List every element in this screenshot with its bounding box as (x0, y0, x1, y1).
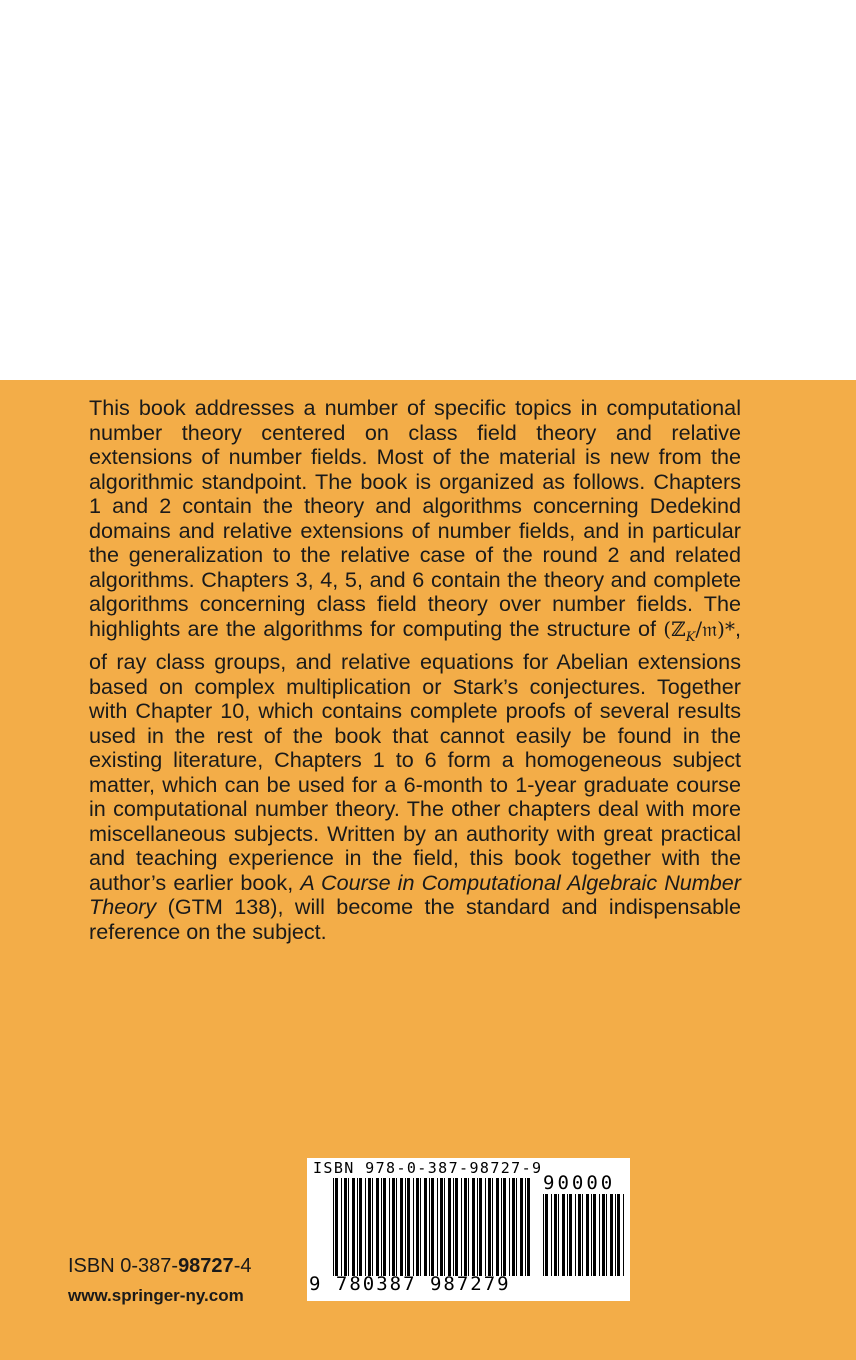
description-part-3: (GTM 138), will become the standard and indispensable reference on the subject. (89, 894, 741, 944)
barcode-bar (407, 1178, 410, 1276)
barcode-bar (520, 1178, 523, 1276)
barcode-bar (479, 1178, 482, 1276)
barcode-bar (599, 1194, 600, 1276)
barcode-bar (503, 1178, 506, 1276)
barcode-bar (488, 1178, 491, 1276)
barcode-bar (543, 1194, 544, 1276)
barcode-bar (429, 1178, 430, 1276)
barcode-bar (472, 1178, 475, 1276)
barcode-bar (335, 1178, 338, 1276)
barcode-bar (392, 1178, 395, 1276)
barcode-bar (368, 1178, 371, 1276)
barcode-bar (437, 1178, 438, 1276)
barcode-bar (492, 1178, 493, 1276)
barcode-bar (357, 1178, 358, 1276)
barcode-bar (569, 1194, 572, 1276)
math-main: (ℤ (663, 616, 686, 641)
barcode-bar (567, 1194, 568, 1276)
description-part-1: This book addresses a number of specific topics in computational number theory centered on class field theory and relative extensions of number fields. Most of the material is new from the algorithmic standpoint. The book is organized as follows. Chapters 1 and 2 contain the theory and algorithms concerning Dedekind domains and relative extensions of number fields, and in particular the generalization to the relative case of the round 2 and related algorithms. Chapters 3, 4, 5, and 6 contain the theory and complete algorithms concerning class field theory over number fields. The highlights are the algorithms for computing the structure of (89, 395, 741, 641)
barcode-bar (383, 1178, 386, 1276)
math-subscript: K (685, 629, 696, 645)
barcode-bar (413, 1178, 414, 1276)
barcode-bar (341, 1178, 342, 1276)
description-part-2: , of ray class groups, and relative equations for Abelian extensions based on complex multiplication or Stark’s conjectures. Together with Chapter 10, which contains complete proofs of several results used in the rest of the book that cannot easily be found in the existing literature, Chapters 1 to 6 form a homogeneous subject matter, which can be used for a 6-month to 1-year graduate course in computational number theory. The other chapters deal with more miscellaneous subjects. Written by an authority with great practical and teaching experience in the field, this book together with the author’s earlier book, (89, 615, 741, 895)
barcode-bar (578, 1194, 581, 1276)
barcode-bar (420, 1178, 421, 1276)
barcode-bar (591, 1194, 592, 1276)
barcode-bar (444, 1178, 445, 1276)
barcode-bar (554, 1194, 557, 1276)
barcode-bar (344, 1178, 347, 1276)
barcode-bar (333, 1178, 334, 1276)
barcode-bar (615, 1194, 616, 1276)
barcode-bar (416, 1178, 419, 1276)
barcode-bar (509, 1178, 510, 1276)
barcode-bar (348, 1178, 349, 1276)
barcode-bar (352, 1178, 355, 1276)
barcode-bar (527, 1178, 530, 1276)
barcode-bar (602, 1194, 605, 1276)
barcode-isbn13: ISBN 978-0-387-98727-9 (313, 1159, 543, 1177)
barcode-price-code: 90000 (543, 1172, 616, 1194)
barcode-bar (586, 1194, 589, 1276)
barcode-bar (448, 1178, 451, 1276)
math-expression (663, 616, 735, 645)
barcode-bar (431, 1178, 434, 1276)
barcode-bar (593, 1194, 596, 1276)
barcode-bar (376, 1178, 379, 1276)
barcode-bar (525, 1178, 526, 1276)
barcode-bar (477, 1178, 478, 1276)
math-rest: /𝔪)* (695, 616, 735, 641)
barcode-bar (455, 1178, 458, 1276)
barcode-digits: 9 780387 987279 (309, 1273, 511, 1295)
publisher-url: www.springer-ny.com (68, 1286, 244, 1305)
cover-top-area (0, 0, 856, 380)
barcode-bar (606, 1194, 607, 1276)
barcode-bar (424, 1178, 427, 1276)
barcode-bar (512, 1178, 515, 1276)
barcode-bar (545, 1194, 548, 1276)
barcode-bar (551, 1194, 552, 1276)
isbn-suffix: -4 (233, 1255, 252, 1277)
barcode-bar (558, 1194, 559, 1276)
isbn-10 (68, 1255, 251, 1278)
isbn-prefix: ISBN 0-387- (68, 1255, 179, 1277)
barcode-bar (453, 1178, 454, 1276)
barcode-bar (617, 1194, 620, 1276)
barcode-bar (582, 1194, 583, 1276)
barcode-bar (496, 1178, 499, 1276)
barcode-bar (405, 1178, 406, 1276)
barcode-bar (610, 1194, 613, 1276)
isbn-bold: 98727 (178, 1255, 234, 1277)
barcode-bar (396, 1178, 397, 1276)
barcode-bar (440, 1178, 443, 1276)
barcode-bar (501, 1178, 502, 1276)
barcode-bar (381, 1178, 382, 1276)
barcode-bar (359, 1178, 362, 1276)
barcode-bar (485, 1178, 486, 1276)
barcode-label (307, 1158, 630, 1301)
barcode-bar (623, 1194, 624, 1276)
book-description (89, 396, 741, 944)
barcode-bar (400, 1178, 403, 1276)
barcode-bar (464, 1178, 467, 1276)
barcode-bar (468, 1178, 469, 1276)
barcode-bar (562, 1194, 565, 1276)
barcode-bar (389, 1178, 390, 1276)
barcode-bar (575, 1194, 576, 1276)
barcode-bar (372, 1178, 373, 1276)
barcode-bar (365, 1178, 366, 1276)
barcode-bar (516, 1178, 517, 1276)
earlier-book-title: A Course in Computational Algebraic Number Theory (89, 869, 742, 919)
barcode-bar (461, 1178, 462, 1276)
